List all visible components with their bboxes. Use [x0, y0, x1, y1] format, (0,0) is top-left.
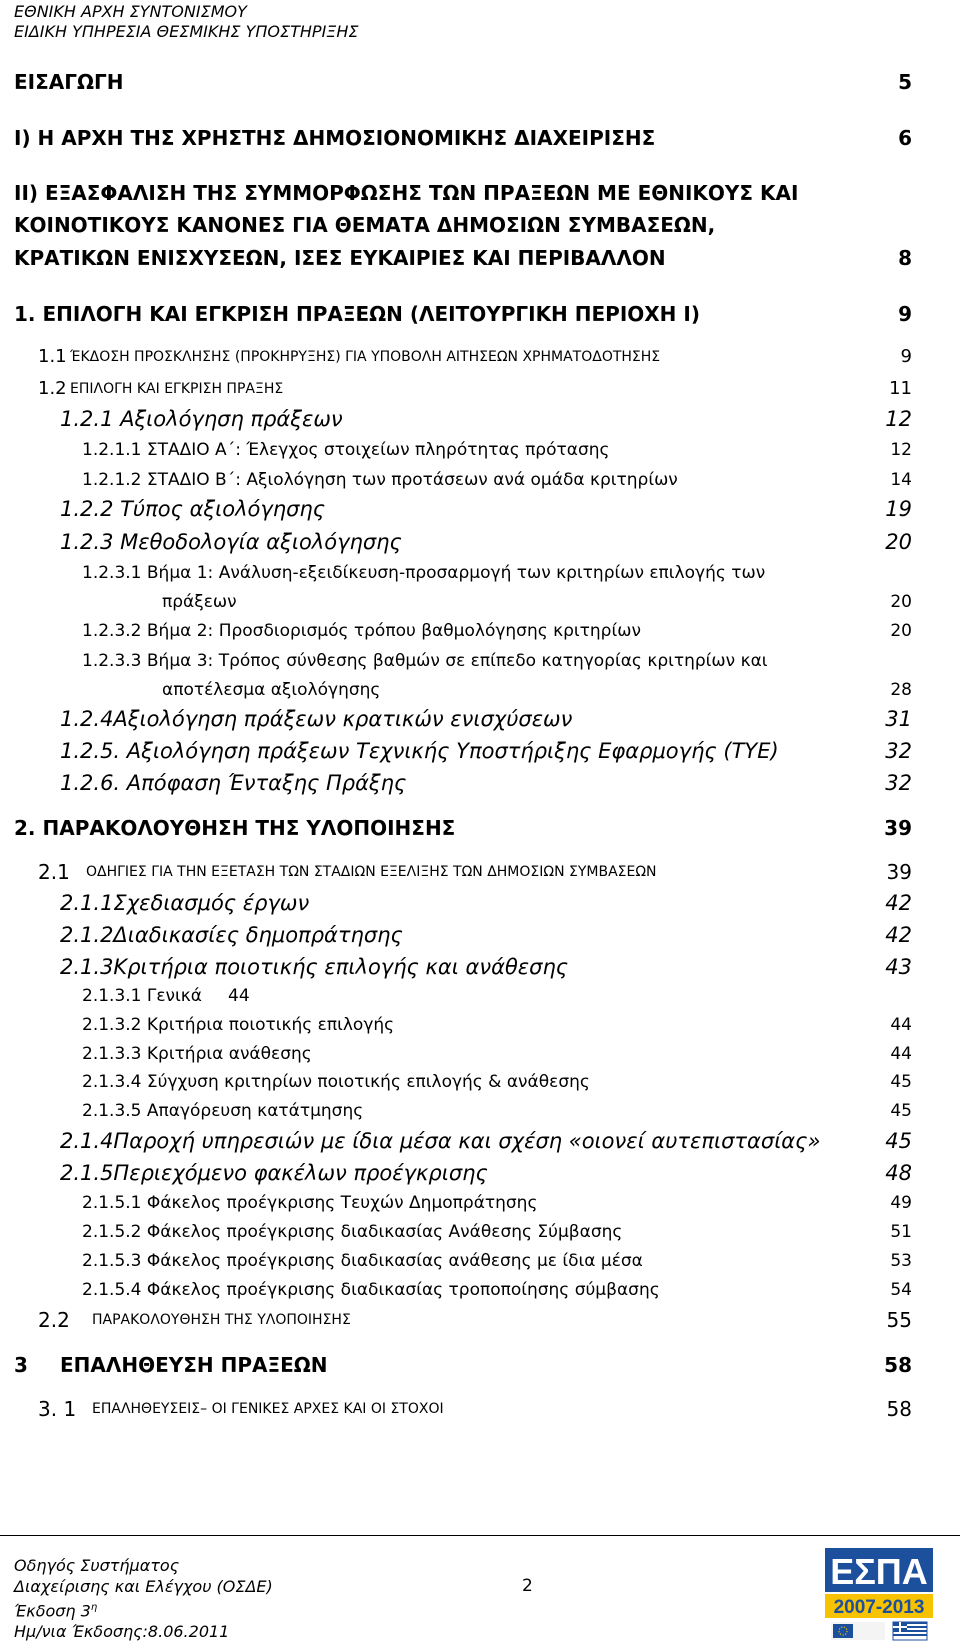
footer-line-2: Διαχείρισης και Ελέγχου (ΟΣΔΕ)	[14, 1577, 273, 1596]
logo-years-text: 2007-2013	[833, 1597, 925, 1618]
page-number: 2	[522, 1576, 533, 1596]
espa-logo	[823, 1546, 935, 1642]
footer-line-3: Έκδοση $3^\eta$	[14, 1601, 98, 1621]
logo-main-text: ΕΣΠΑ	[830, 1551, 928, 1592]
footer-line-4: Ημ/νια Έκδοσης:8.06.2011	[14, 1622, 230, 1642]
header-line-1: ΕΘΝΙΚΗ ΑΡΧΗ ΣΥΝΤΟΝΙΣΜΟΥ	[14, 2, 247, 21]
footer-divider	[0, 1535, 960, 1536]
document-header	[14, 2, 359, 42]
footer-line-1: Οδηγός Συστήματος	[14, 1556, 180, 1575]
footer-info	[14, 1555, 273, 1642]
header-line-2: ΕΙΔΙΚΗ ΥΠΗΡΕΣΙΑ ΘΕΣΜΙΚΗΣ ΥΠΟΣΤΗΡΙΞΗΣ	[14, 22, 359, 41]
